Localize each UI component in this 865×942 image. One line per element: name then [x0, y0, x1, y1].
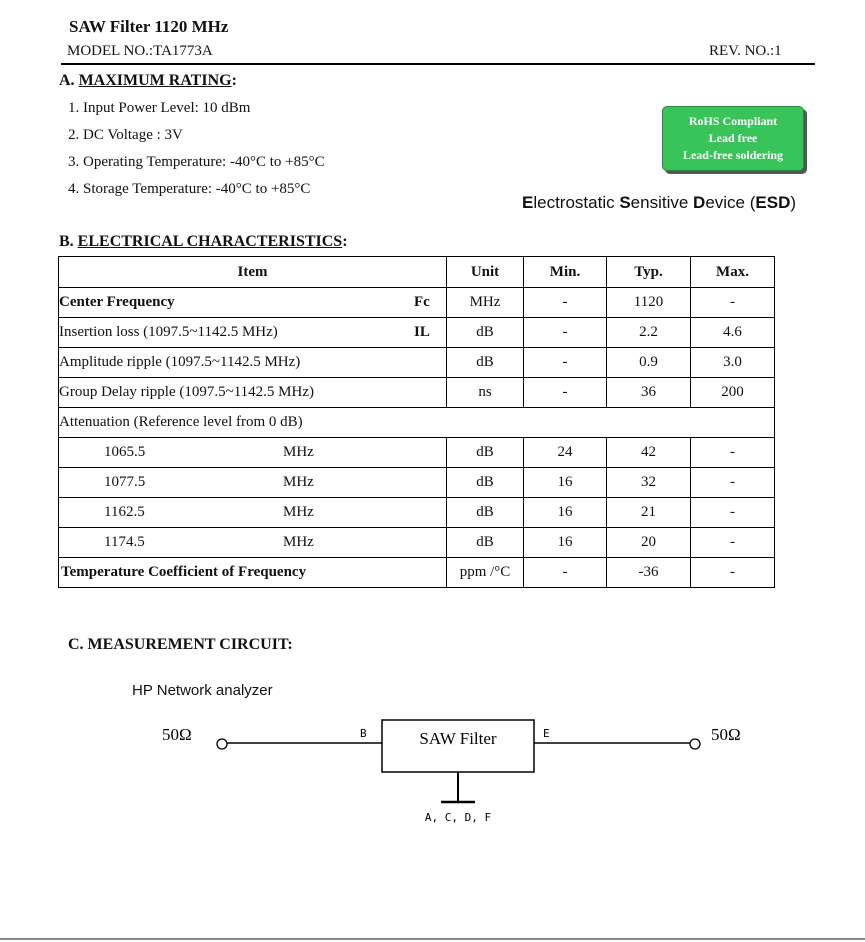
attenuation-freq-unit: MHz: [283, 444, 314, 460]
table-row: [59, 498, 775, 528]
row-item: Center Frequency: [59, 294, 175, 310]
row-typ: 42: [607, 438, 691, 468]
row-max: -: [691, 438, 775, 468]
row-typ: -36: [607, 558, 691, 588]
row-item: Temperature Coefficient of Frequency: [59, 558, 447, 588]
col-header-max: Max.: [691, 257, 775, 288]
table-row: [59, 288, 775, 318]
row-max: -: [691, 528, 775, 558]
rohs-line-2: Lead free: [708, 131, 758, 145]
right-port-terminal: [690, 739, 700, 749]
table-header-row: [59, 257, 775, 288]
attenuation-freq: 1162.5: [104, 504, 145, 520]
attenuation-header-row: [59, 408, 775, 438]
rating-dc-voltage: 2. DC Voltage : 3V: [68, 127, 183, 143]
attenuation-freq: 1174.5: [104, 534, 145, 550]
ground-pins-label: A, C, D, F: [424, 811, 492, 824]
row-typ: 0.9: [607, 348, 691, 378]
col-header-unit: Unit: [447, 257, 524, 288]
row-unit: MHz: [447, 288, 524, 318]
rating-operating-temp: 3. Operating Temperature: -40°C to +85°C: [68, 154, 325, 170]
row-typ: 36: [607, 378, 691, 408]
row-unit: dB: [447, 528, 524, 558]
row-max: 3.0: [691, 348, 775, 378]
row-min: -: [524, 378, 607, 408]
table-row: [59, 468, 775, 498]
section-a-heading: A. MAXIMUM RATING:: [59, 72, 237, 89]
rohs-badge: [662, 106, 804, 171]
table-row: [59, 438, 775, 468]
attenuation-freq-unit: MHz: [283, 534, 314, 550]
row-unit: ns: [447, 378, 524, 408]
table-row: [59, 558, 775, 588]
table-row: [59, 318, 775, 348]
left-impedance-label: 50Ω: [162, 725, 192, 744]
section-c-heading: C. MEASUREMENT CIRCUIT:: [68, 636, 293, 653]
row-min: -: [524, 558, 607, 588]
saw-filter-label: SAW Filter: [419, 729, 497, 748]
document-title: SAW Filter 1120 MHz: [69, 17, 229, 36]
network-analyzer-label: HP Network analyzer: [132, 682, 273, 699]
pin-b-label: B: [360, 727, 367, 740]
table-row: [59, 348, 775, 378]
row-unit: dB: [447, 438, 524, 468]
row-max: -: [691, 498, 775, 528]
attenuation-label: Attenuation (Reference level from 0 dB): [59, 408, 775, 438]
row-min: 16: [524, 468, 607, 498]
esd-notice: Electrostatic Sensitive Device (ESD): [522, 193, 797, 212]
row-unit: dB: [447, 468, 524, 498]
table-row: [59, 528, 775, 558]
rating-storage-temp: 4. Storage Temperature: -40°C to +85°C: [68, 181, 311, 197]
pin-e-label: E: [543, 727, 550, 740]
measurement-circuit-diagram: [150, 710, 750, 840]
attenuation-freq: 1065.5: [104, 444, 146, 460]
rating-input-power: 1. Input Power Level: 10 dBm: [68, 100, 251, 116]
row-min: -: [524, 288, 607, 318]
row-min: 16: [524, 498, 607, 528]
row-item: Group Delay ripple (1097.5~1142.5 MHz): [59, 378, 447, 408]
attenuation-freq-unit: MHz: [283, 474, 314, 490]
row-min: -: [524, 348, 607, 378]
row-max: -: [691, 558, 775, 588]
row-max: -: [691, 288, 775, 318]
electrical-characteristics-table: [58, 256, 775, 588]
row-item: Insertion loss (1097.5~1142.5 MHz): [59, 324, 278, 340]
right-impedance-label: 50Ω: [711, 725, 741, 744]
row-unit: dB: [447, 348, 524, 378]
row-max: 4.6: [691, 318, 775, 348]
row-min: 24: [524, 438, 607, 468]
row-typ: 1120: [607, 288, 691, 318]
row-max: 200: [691, 378, 775, 408]
row-min: -: [524, 318, 607, 348]
col-header-min: Min.: [524, 257, 607, 288]
rohs-line-1: RoHS Compliant: [688, 114, 778, 128]
row-unit: ppm /°C: [447, 558, 524, 588]
rohs-line-3: Lead-free soldering: [682, 148, 784, 162]
attenuation-freq: 1077.5: [104, 474, 146, 490]
row-max: -: [691, 468, 775, 498]
col-header-typ: Typ.: [607, 257, 691, 288]
row-typ: 20: [607, 528, 691, 558]
row-unit: dB: [447, 318, 524, 348]
col-header-item: Item: [59, 257, 447, 288]
row-symbol: Fc: [414, 294, 430, 310]
footer-rule: [0, 938, 865, 940]
model-number: MODEL NO.:TA1773A: [67, 43, 213, 59]
row-symbol: IL: [414, 324, 430, 340]
row-unit: dB: [447, 498, 524, 528]
header-rule: [61, 63, 815, 65]
revision-number: REV. NO.:1: [709, 43, 782, 59]
row-typ: 21: [607, 498, 691, 528]
section-b-heading: B. ELECTRICAL CHARACTERISTICS:: [59, 233, 348, 250]
table-row: [59, 378, 775, 408]
row-typ: 2.2: [607, 318, 691, 348]
attenuation-freq-unit: MHz: [283, 504, 314, 520]
row-min: 16: [524, 528, 607, 558]
row-item: Amplitude ripple (1097.5~1142.5 MHz): [59, 348, 447, 378]
left-port-terminal: [217, 739, 227, 749]
row-typ: 32: [607, 468, 691, 498]
